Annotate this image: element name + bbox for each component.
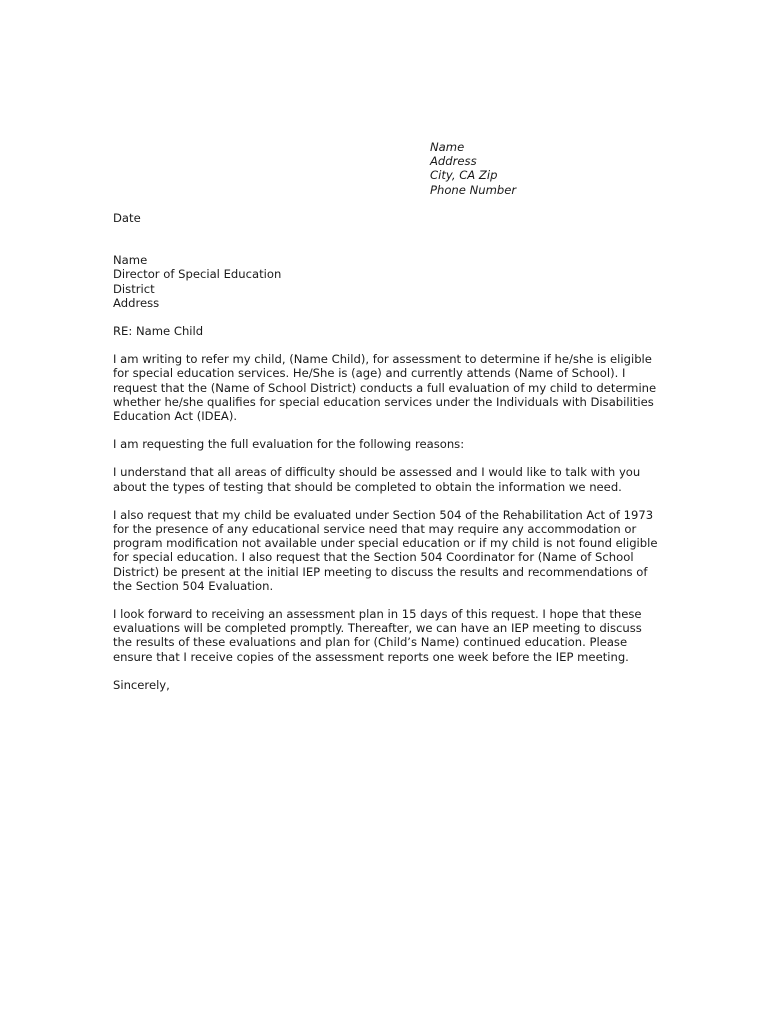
paragraph-line: the results of these evaluations and plan for (Child’s Name) continued education. Please: [113, 635, 628, 650]
recipient-district: District: [113, 281, 155, 296]
sender-phone: Phone Number: [430, 182, 517, 197]
recipient-name: Name: [113, 253, 148, 268]
paragraph-line: for the presence of any educational service need that may require any accommodation or: [113, 522, 637, 537]
paragraph-line: for special education services. He/She is (age) and currently attends (Name of School). I: [113, 366, 626, 381]
sender-city: City, CA Zip: [430, 168, 498, 183]
paragraph-line: whether he/she qualifies for special education services under the Individuals with Disabilities: [113, 394, 654, 409]
paragraph-reasons: [113, 437, 693, 451]
closing: Sincerely,: [113, 677, 170, 692]
paragraph-line: I understand that all areas of difficulty should be assessed and I would like to talk with you: [113, 465, 641, 480]
paragraph-line: Education Act (IDEA).: [113, 409, 238, 424]
sender-address: Address: [430, 154, 477, 169]
sender-name: Name: [430, 140, 465, 154]
paragraph-section-504: [113, 508, 693, 593]
paragraph-line: I also request that my child be evaluated under Section 504 of the Rehabilitation Act of 1973: [113, 507, 654, 522]
paragraph-line: I am writing to refer my child, (Name Child), for assessment to determine if he/she is eligible: [113, 352, 652, 367]
recipient-address: Address: [113, 295, 160, 310]
paragraph-line: for special education. I also request that the Section 504 Coordinator for (Name of School: [113, 550, 634, 565]
paragraph-line: evaluations will be completed promptly. Thereafter, we can have an IEP meeting to discuss: [113, 621, 642, 636]
paragraph-line: ensure that I receive copies of the assessment reports one week before the IEP meeting.: [113, 649, 629, 664]
paragraph-difficulty: [113, 465, 693, 493]
re-line: RE: Name Child: [113, 324, 204, 339]
recipient-address-block: [113, 253, 693, 310]
paragraph-referral: [113, 352, 693, 423]
paragraph-line: program modification not available under special education or if my child is not found eligible: [113, 536, 658, 551]
paragraph-line: I am requesting the full evaluation for the following reasons:: [113, 437, 465, 452]
paragraph-line: I look forward to receiving an assessment plan in 15 days of this request. I hope that these: [113, 607, 642, 622]
paragraph-line: the Section 504 Evaluation.: [113, 578, 274, 593]
letter-date: Date: [113, 211, 141, 225]
letter-body: [113, 211, 693, 692]
paragraph-assessment-plan: [113, 607, 693, 664]
paragraph-line: request that the (Name of School District) conducts a full evaluation of my child to determine: [113, 380, 657, 395]
recipient-title: Director of Special Education: [113, 267, 282, 282]
paragraph-line: about the types of testing that should be completed to obtain the information we need.: [113, 479, 622, 494]
paragraph-line: District) be present at the initial IEP meeting to discuss the results and recommendations of: [113, 564, 648, 579]
sender-address-block: [430, 140, 516, 197]
